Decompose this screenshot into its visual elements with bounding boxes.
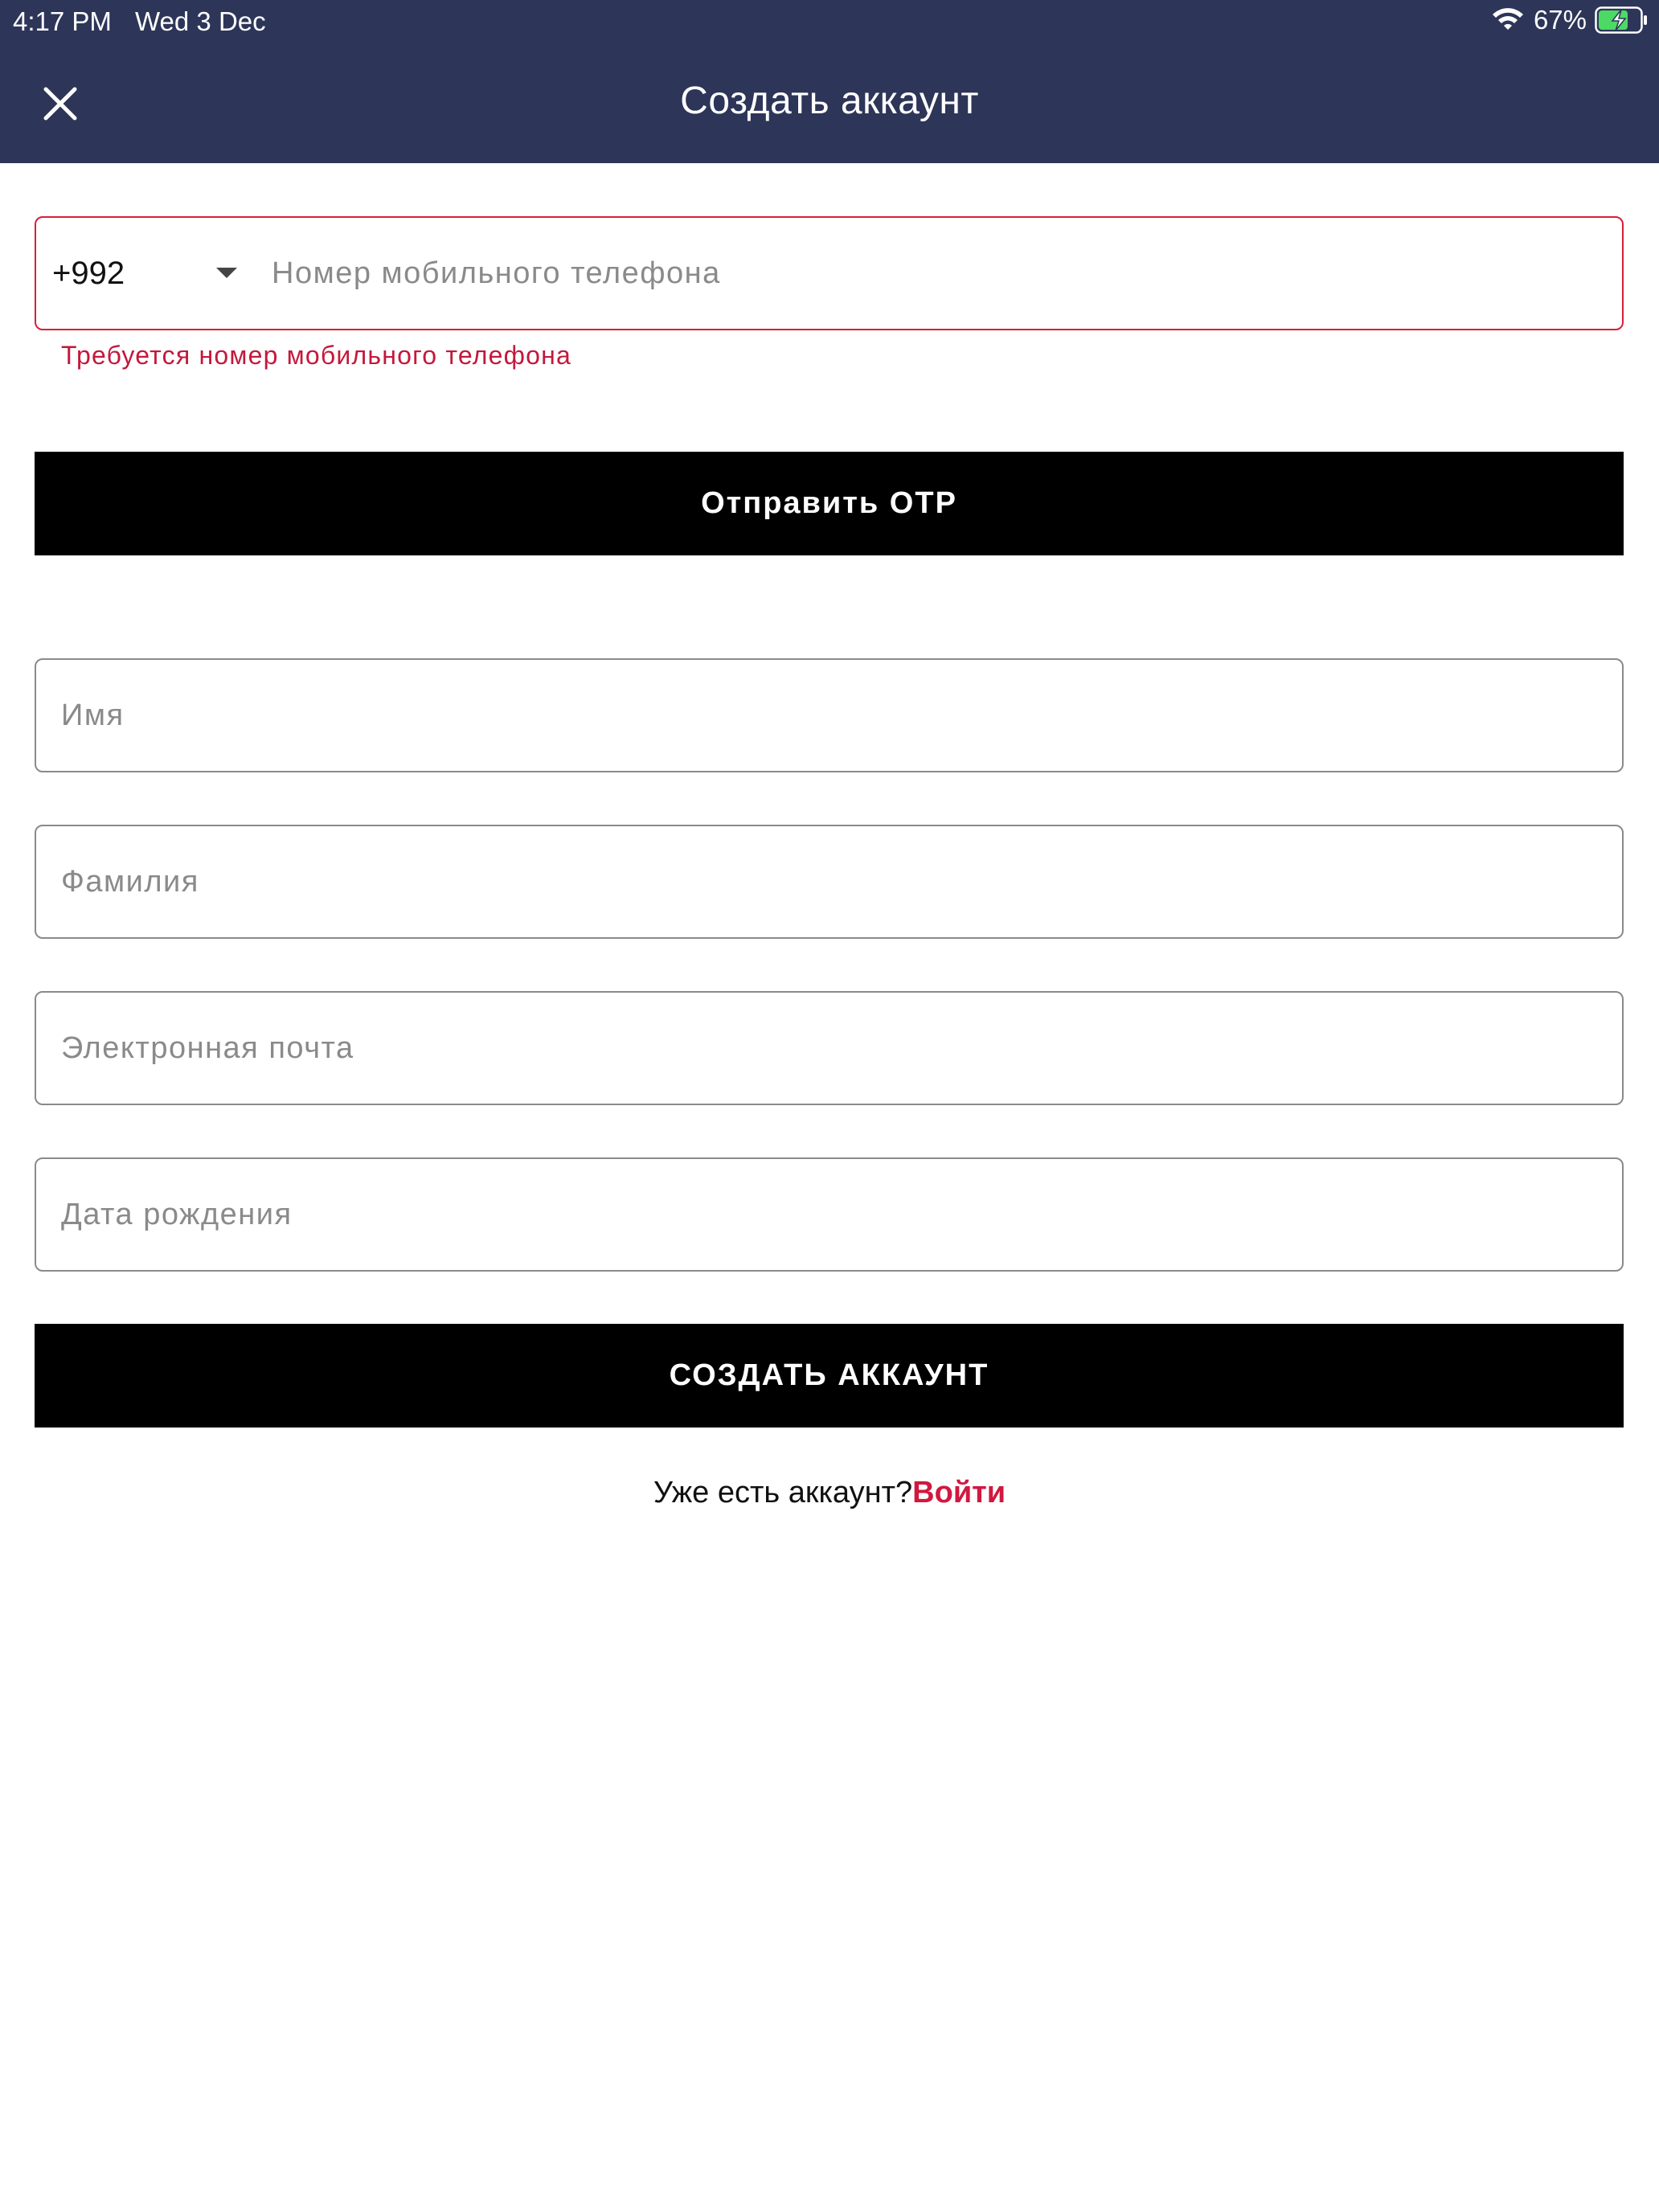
- first-name-field[interactable]: [35, 658, 1624, 772]
- last-name-field[interactable]: [35, 825, 1624, 939]
- chevron-down-icon[interactable]: [215, 264, 239, 281]
- app-header: [0, 0, 1659, 163]
- page-title: Создать аккаунт: [680, 80, 979, 122]
- wifi-icon: [1492, 7, 1524, 33]
- birth-date-field[interactable]: [35, 1157, 1624, 1272]
- status-time: 4:17 PM: [13, 6, 112, 36]
- status-date: Wed 3 Dec: [135, 6, 266, 36]
- signin-link[interactable]: Войти: [912, 1476, 1006, 1509]
- signin-prompt: [0, 1476, 1659, 1510]
- country-code-select[interactable]: +992: [52, 255, 125, 291]
- status-bar: [0, 0, 1659, 42]
- status-indicators: [1492, 5, 1648, 35]
- phone-field[interactable]: [35, 216, 1624, 330]
- birth-date-input[interactable]: Дата рождения: [61, 1197, 293, 1231]
- battery-charging-icon: [1595, 6, 1648, 34]
- phone-input[interactable]: Номер мобильного телефона: [272, 256, 721, 290]
- signin-prompt-text: Уже есть аккаунт?: [653, 1476, 913, 1509]
- last-name-input[interactable]: Фамилия: [61, 864, 199, 899]
- first-name-input[interactable]: Имя: [61, 698, 125, 732]
- phone-error-message: Требуется номер мобильного телефона: [61, 341, 572, 370]
- send-otp-button[interactable]: Отправить OTP: [35, 452, 1624, 555]
- battery-percentage: 67%: [1533, 5, 1587, 35]
- email-field[interactable]: [35, 991, 1624, 1105]
- create-account-button[interactable]: СОЗДАТЬ АККАУНТ: [35, 1324, 1624, 1428]
- email-input[interactable]: Электронная почта: [61, 1030, 354, 1065]
